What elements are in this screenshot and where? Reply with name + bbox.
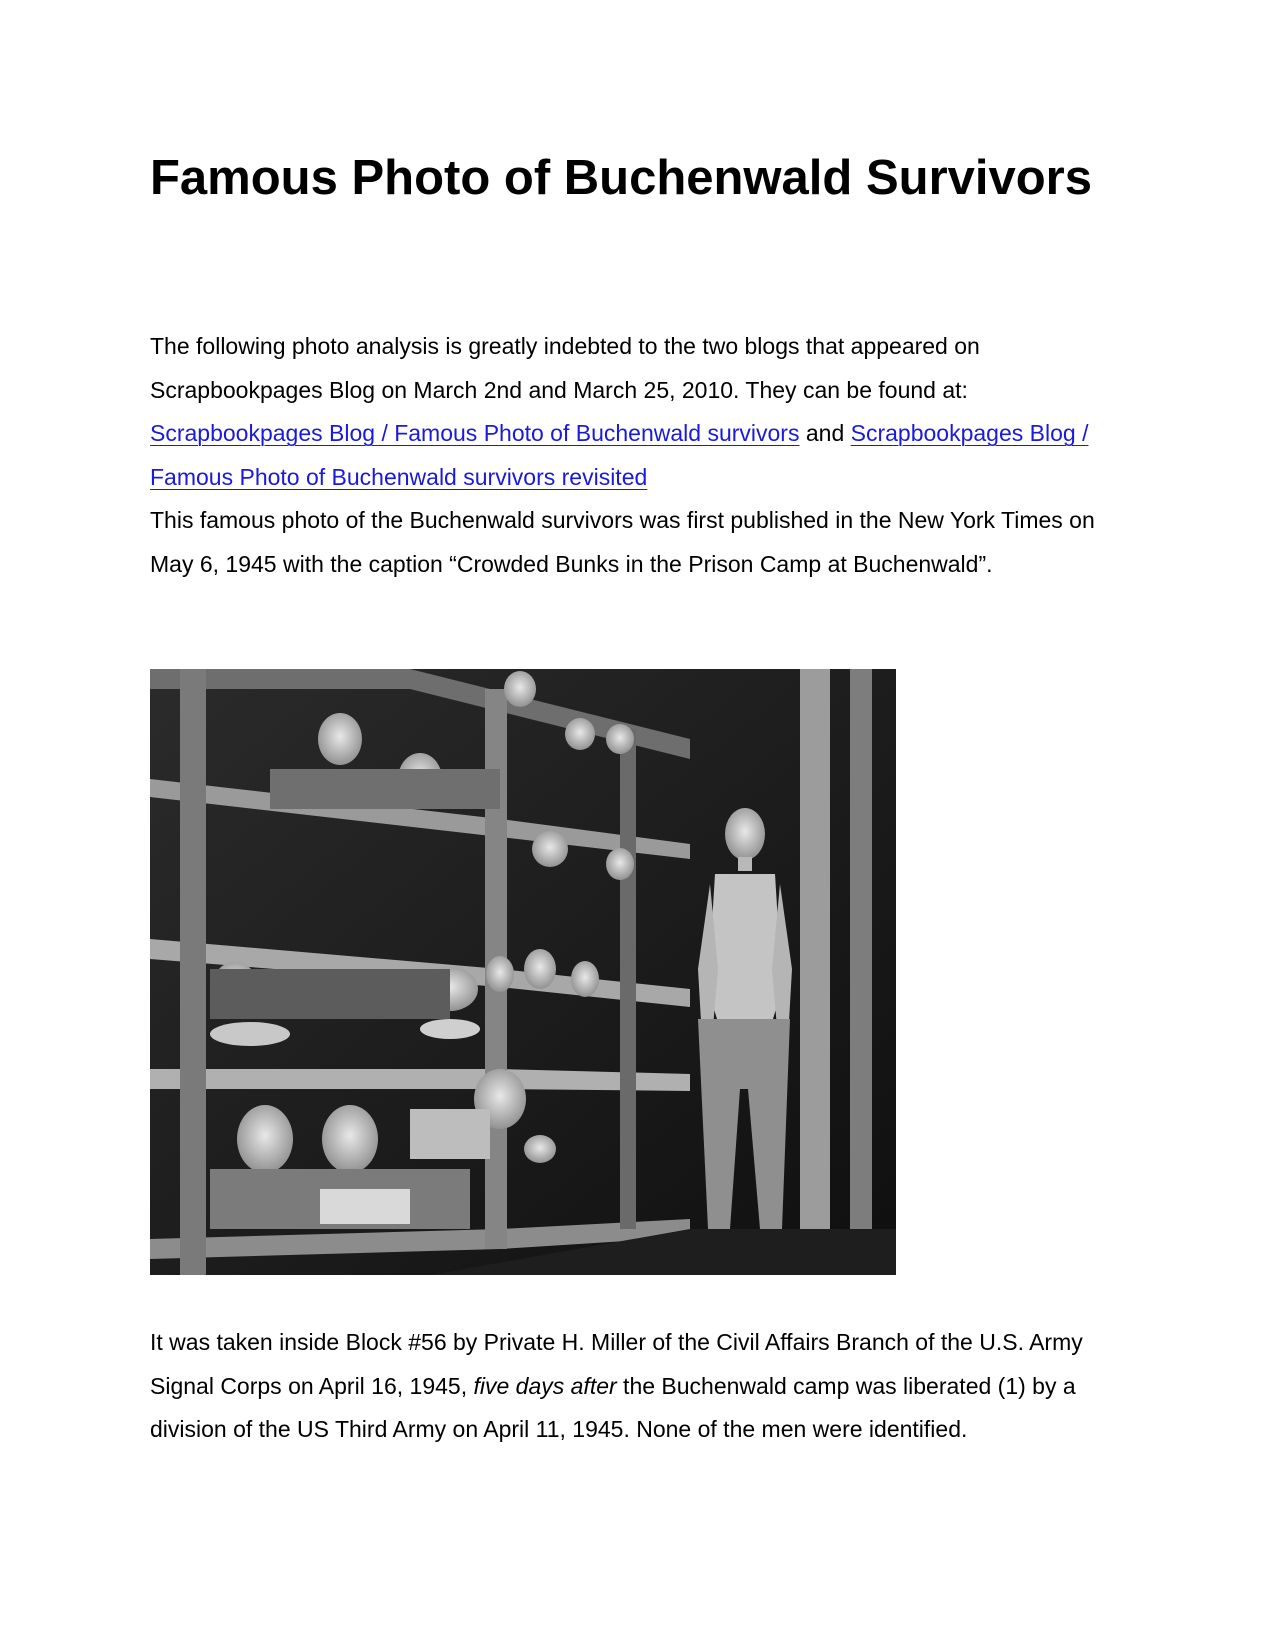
link-separator: and xyxy=(799,420,851,446)
black-and-white-photo-icon xyxy=(150,669,896,1275)
intro-text: The following photo analysis is greatly indebted to the two blogs that appeared on Scrapbookpages Blog on March 2nd and March 25, 2010. They can be found at: xyxy=(150,333,980,403)
description-emphasis: five days after xyxy=(473,1372,617,1399)
publication-text: This famous photo of the Buchenwald survivors was first published in the New York Times on May 6, 1945 with the caption “Crowded Bunks in the Prison Camp at Buchenwald”. xyxy=(150,507,1095,577)
intro-paragraph xyxy=(150,325,1140,586)
photo-description-paragraph xyxy=(150,1321,1140,1452)
description-text: It was taken inside Block #56 by Private H. Miller of the Civil Affairs Branch of the U.S. Army Signal Corps on April 16, 1945, xyxy=(150,1329,1083,1399)
blog-link-famous-photo[interactable]: Scrapbookpages Blog / Famous Photo of Buchenwald survivors xyxy=(150,420,800,446)
description-text-continued: the Buchenwald camp was liberated (1) by a division of the US Third Army on April 11, 1945. None of the men were identified. xyxy=(150,1372,1076,1442)
blog-link-famous-photo-revisited[interactable]: Scrapbookpages Blog / Famous Photo of Buchenwald survivors revisited xyxy=(150,420,1089,490)
page-title: Famous Photo of Buchenwald Survivors xyxy=(150,151,1093,205)
buchenwald-survivors-photo xyxy=(150,669,896,1275)
